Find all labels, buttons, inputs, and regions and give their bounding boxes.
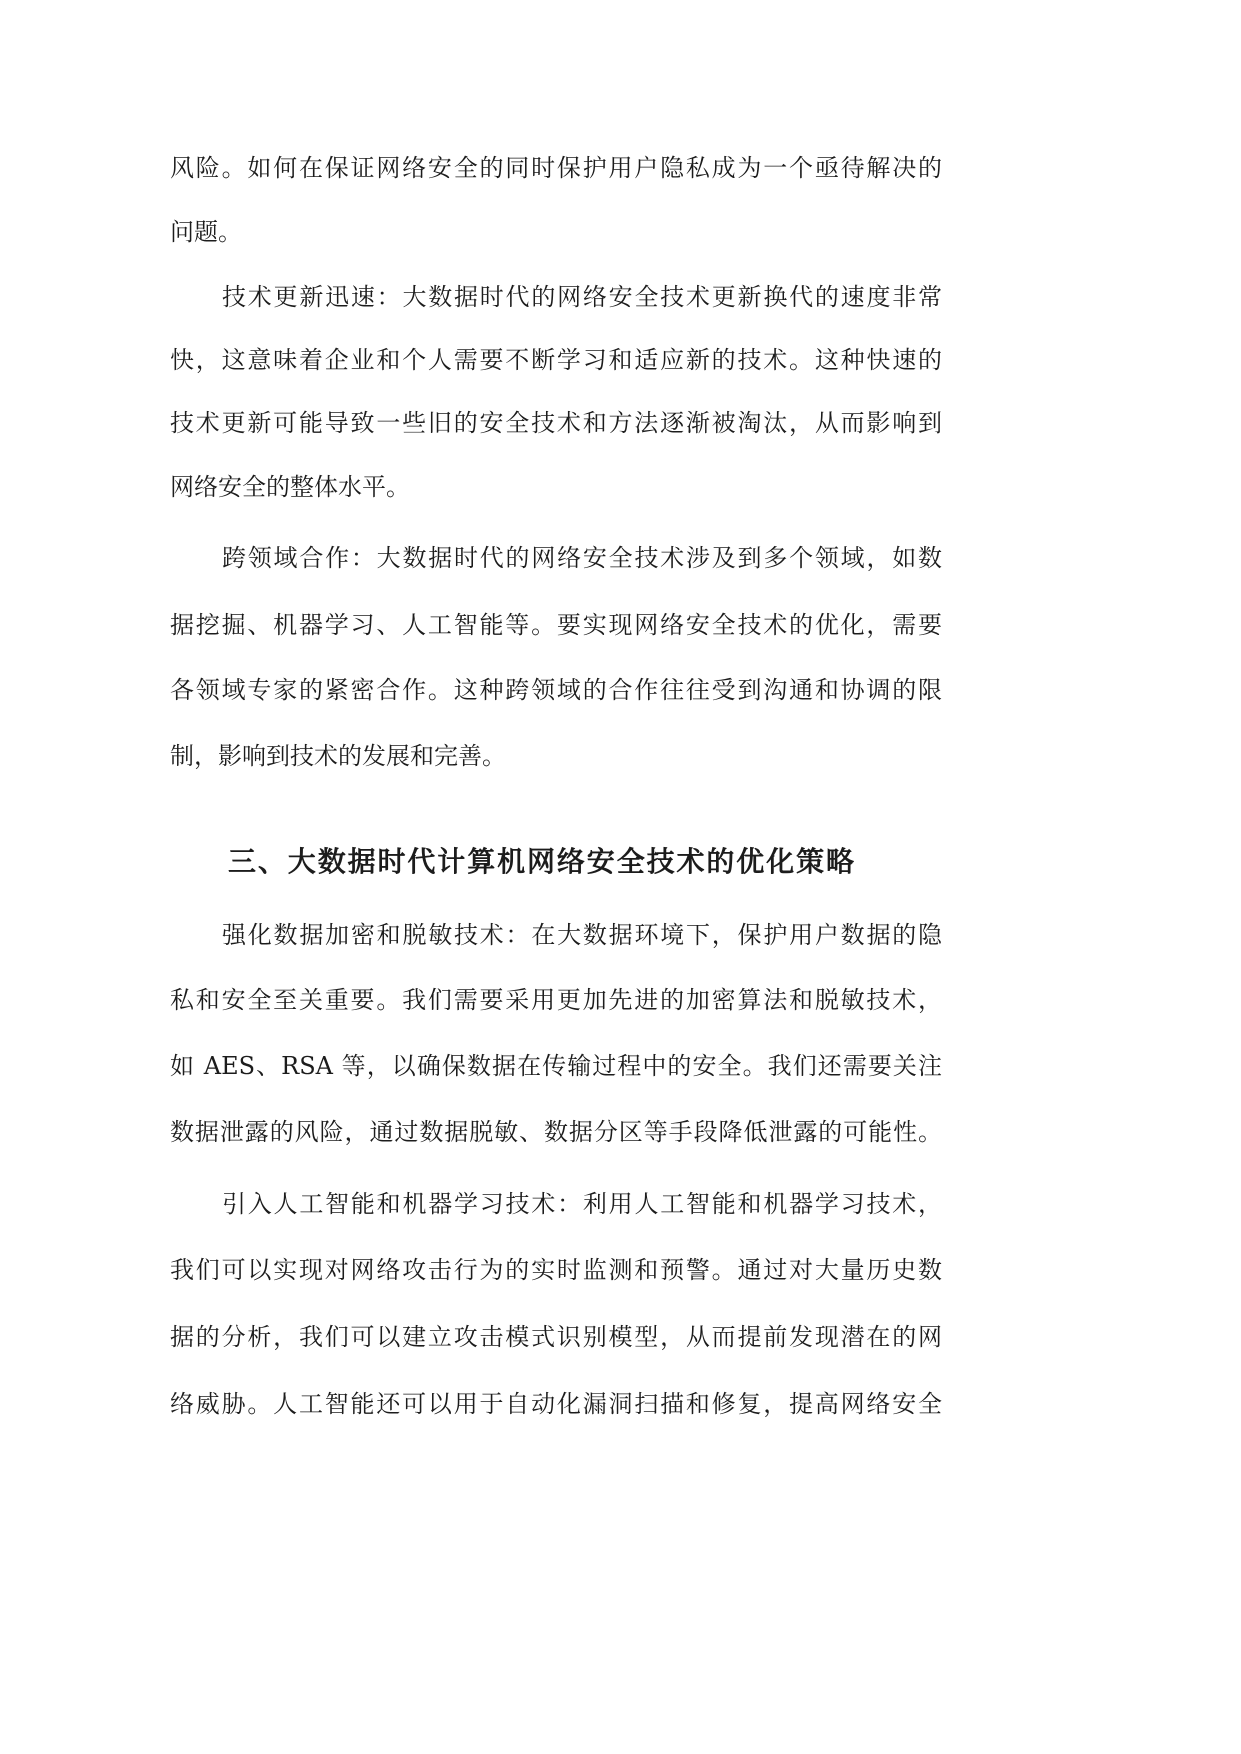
text-line: 网络安全的整体水平。 [170, 473, 410, 501]
text-line: 风险。如何在保证网络安全的同时保护用户隐私成为一个亟待解决的 [170, 154, 942, 182]
text-line: 络威胁。人工智能还可以用于自动化漏洞扫描和修复，提高网络安全 [170, 1390, 942, 1418]
text-line: 各领域专家的紧密合作。这种跨领域的合作往往受到沟通和协调的限 [170, 676, 942, 704]
text-line: 制，影响到技术的发展和完善。 [170, 742, 506, 770]
text-line: 引入人工智能和机器学习技术：利用人工智能和机器学习技术， [222, 1190, 942, 1218]
text-line: 如 AES、RSA 等，以确保数据在传输过程中的安全。我们还需要关注 [170, 1052, 942, 1080]
text-line: 强化数据加密和脱敏技术：在大数据环境下，保护用户数据的隐 [222, 921, 942, 949]
text-line: 跨领域合作：大数据时代的网络安全技术涉及到多个领域，如数 [222, 544, 942, 572]
text-line: 我们可以实现对网络攻击行为的实时监测和预警。通过对大量历史数 [170, 1256, 942, 1284]
text-line: 技术更新迅速：大数据时代的网络安全技术更新换代的速度非常 [222, 283, 942, 311]
section-heading: 三、大数据时代计算机网络安全技术的优化策略 [228, 845, 854, 878]
text-line: 据挖掘、机器学习、人工智能等。要实现网络安全技术的优化，需要 [170, 611, 942, 639]
text-line: 技术更新可能导致一些旧的安全技术和方法逐渐被淘汰，从而影响到 [170, 409, 942, 437]
text-line: 私和安全至关重要。我们需要采用更加先进的加密算法和脱敏技术， [170, 986, 942, 1014]
text-line: 问题。 [170, 218, 242, 246]
text-line: 据的分析，我们可以建立攻击模式识别模型，从而提前发现潜在的网 [170, 1323, 942, 1351]
text-line: 快，这意味着企业和个人需要不断学习和适应新的技术。这种快速的 [170, 346, 942, 374]
text-line: 数据泄露的风险，通过数据脱敏、数据分区等手段降低泄露的可能性。 [170, 1118, 942, 1146]
